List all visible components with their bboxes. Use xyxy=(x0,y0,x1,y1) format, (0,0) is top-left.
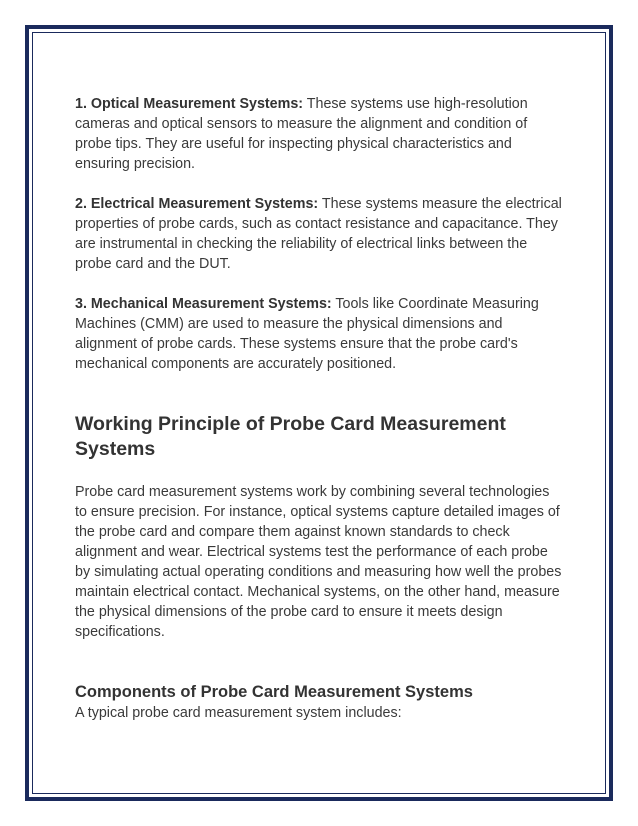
mechanical-systems-text: Tools like Coordinate Measuring Machines (CMM) are used to measure the physical dimensions and alignment of probe cards. These systems ensure that the probe card's mechanical components are accurately positioned. xyxy=(75,296,539,372)
electrical-systems-label: 2. Electrical Measurement Systems: xyxy=(75,196,319,212)
optical-systems-text: These systems use high-resolution cameras and optical sensors to measure the alignment and condition of probe tips. They are useful for inspecting physical characteristics and ensuring precision. xyxy=(75,96,528,172)
working-principle-heading: Working Principle of Probe Card Measurement Systems xyxy=(75,413,506,460)
mechanical-systems-label: 3. Mechanical Measurement Systems: xyxy=(75,296,332,312)
optical-systems-paragraph xyxy=(75,94,565,174)
electrical-systems-paragraph xyxy=(75,194,565,274)
mechanical-systems-paragraph xyxy=(75,294,565,374)
electrical-systems-text: These systems measure the electrical properties of probe cards, such as contact resistance and capacitance. They are instrumental in checking the reliability of electrical links between the probe card and the DUT. xyxy=(75,196,562,272)
components-intro: A typical probe card measurement system includes: xyxy=(75,705,402,721)
working-principle-paragraph: Probe card measurement systems work by combining several technologies to ensure precision. For instance, optical systems capture detailed images of the probe card and compare them against known standards to check alignment and wear. Electrical systems test the performance of each probe by simulating actual operating conditions and measuring how well the probes maintain electrical contact. Mechanical systems, on the other hand, measure the physical dimensions of the probe card to ensure it meets design specifications. xyxy=(75,484,562,640)
document-content xyxy=(75,94,565,743)
optical-systems-label: 1. Optical Measurement Systems: xyxy=(75,96,304,112)
components-heading: Components of Probe Card Measurement Systems xyxy=(75,683,473,701)
